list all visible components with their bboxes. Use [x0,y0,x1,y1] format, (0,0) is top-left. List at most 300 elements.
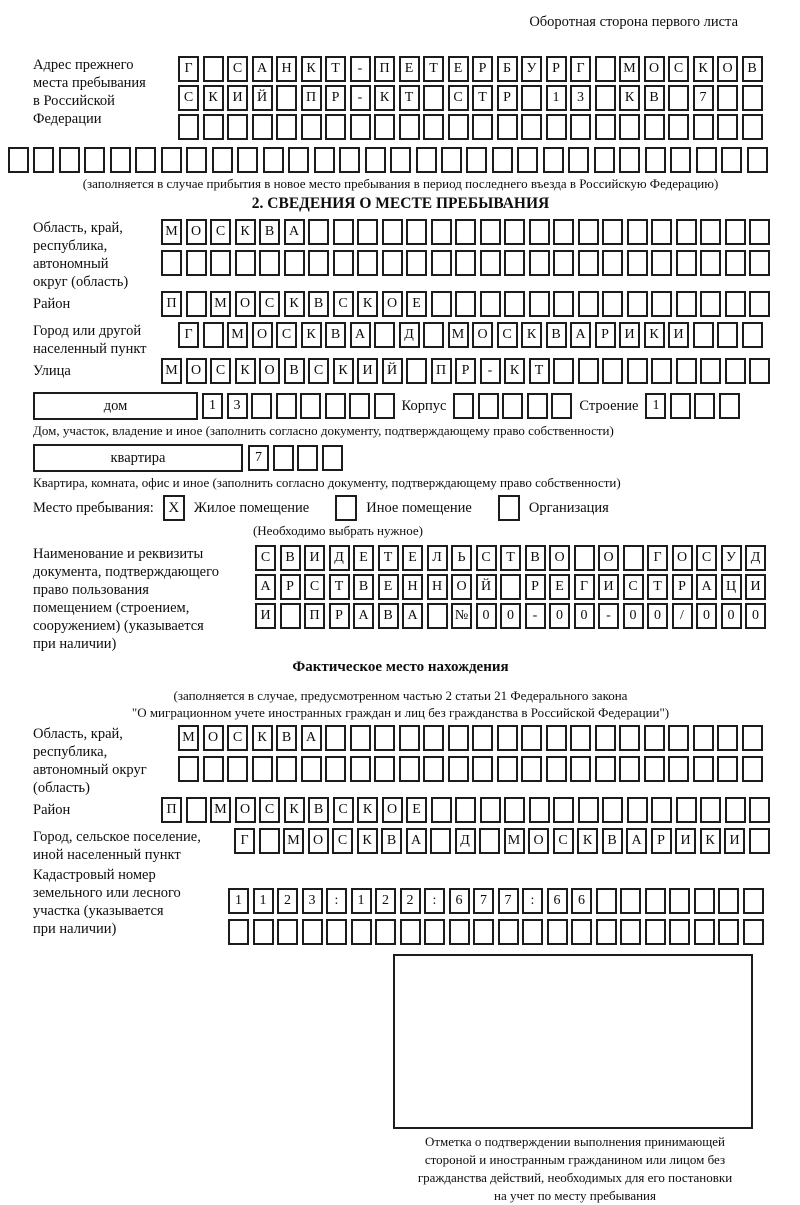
char-cell[interactable]: С [332,828,353,854]
char-cell[interactable]: Г [234,828,255,854]
char-cell[interactable] [33,147,54,173]
char-cell[interactable]: О [252,322,273,348]
char-cell[interactable] [350,725,371,751]
char-cell[interactable]: П [431,358,452,384]
char-cell[interactable]: 0 [647,603,668,629]
char-cell[interactable] [517,147,538,173]
char-cell[interactable]: И [745,574,766,600]
char-cell[interactable]: С [255,545,276,571]
char-cell[interactable]: В [280,545,301,571]
char-cell[interactable]: К [374,85,395,111]
char-cell[interactable]: О [672,545,693,571]
char-cell[interactable] [620,919,641,945]
checkbox-residential-premises[interactable]: X [163,495,185,521]
char-cell[interactable]: Е [406,291,427,317]
char-cell[interactable]: И [668,322,689,348]
char-cell[interactable] [669,919,690,945]
char-cell[interactable]: 0 [574,603,595,629]
char-cell[interactable] [455,219,476,245]
char-cell[interactable]: К [357,797,378,823]
char-cell[interactable]: С [696,545,717,571]
char-cell[interactable] [492,147,513,173]
char-cell[interactable]: 0 [721,603,742,629]
char-cell[interactable]: С [259,797,280,823]
char-cell[interactable] [595,756,616,782]
char-cell[interactable] [644,725,665,751]
char-cell[interactable] [288,147,309,173]
char-cell[interactable]: О [186,219,207,245]
char-cell[interactable] [596,888,617,914]
char-cell[interactable] [594,147,615,173]
char-cell[interactable]: Ц [721,574,742,600]
char-cell[interactable]: О [549,545,570,571]
char-cell[interactable]: С [668,56,689,82]
char-cell[interactable]: С [227,56,248,82]
char-cell[interactable] [700,797,721,823]
char-cell[interactable] [521,85,542,111]
char-cell[interactable]: М [227,322,248,348]
char-cell[interactable] [725,358,746,384]
char-cell[interactable]: Р [325,85,346,111]
char-cell[interactable]: К [577,828,598,854]
char-cell[interactable] [749,828,770,854]
char-cell[interactable]: А [402,603,423,629]
char-cell[interactable] [441,147,462,173]
char-cell[interactable] [382,219,403,245]
char-cell[interactable] [693,114,714,140]
char-cell[interactable]: М [619,56,640,82]
char-cell[interactable] [448,725,469,751]
char-cell[interactable] [178,756,199,782]
char-cell[interactable] [430,828,451,854]
char-cell[interactable] [619,756,640,782]
char-cell[interactable]: Е [378,574,399,600]
char-cell[interactable]: В [308,797,329,823]
char-cell[interactable]: О [203,725,224,751]
char-cell[interactable] [276,393,297,419]
char-cell[interactable] [203,756,224,782]
char-cell[interactable]: Т [472,85,493,111]
char-cell[interactable] [8,147,29,173]
char-cell[interactable] [568,147,589,173]
char-cell[interactable] [676,358,697,384]
char-cell[interactable] [357,219,378,245]
char-cell[interactable] [423,725,444,751]
char-cell[interactable] [301,756,322,782]
char-cell[interactable] [237,147,258,173]
char-cell[interactable] [668,725,689,751]
char-cell[interactable] [277,919,298,945]
char-cell[interactable] [620,888,641,914]
char-cell[interactable] [627,358,648,384]
char-cell[interactable] [325,756,346,782]
char-cell[interactable]: Д [329,545,350,571]
char-cell[interactable]: М [178,725,199,751]
char-cell[interactable] [448,756,469,782]
char-cell[interactable]: К [693,56,714,82]
char-cell[interactable] [203,322,224,348]
char-cell[interactable]: В [381,828,402,854]
char-cell[interactable] [700,250,721,276]
char-cell[interactable]: 0 [745,603,766,629]
char-cell[interactable]: 1 [546,85,567,111]
char-cell[interactable]: М [210,797,231,823]
char-cell[interactable]: О [259,358,280,384]
char-cell[interactable] [717,725,738,751]
char-cell[interactable] [578,358,599,384]
char-cell[interactable] [59,147,80,173]
char-cell[interactable] [280,603,301,629]
char-cell[interactable] [322,445,343,471]
char-cell[interactable] [529,250,550,276]
char-cell[interactable]: 6 [449,888,470,914]
char-cell[interactable]: Е [353,545,374,571]
char-cell[interactable] [399,756,420,782]
char-cell[interactable] [718,919,739,945]
char-cell[interactable]: 1 [253,888,274,914]
char-cell[interactable]: Б [497,56,518,82]
char-cell[interactable] [602,291,623,317]
char-cell[interactable] [466,147,487,173]
char-cell[interactable] [375,919,396,945]
char-cell[interactable]: Й [252,85,273,111]
char-cell[interactable] [669,888,690,914]
char-cell[interactable]: А [570,322,591,348]
char-cell[interactable] [546,725,567,751]
char-cell[interactable] [186,797,207,823]
char-cell[interactable] [743,888,764,914]
char-cell[interactable]: С [210,219,231,245]
char-cell[interactable] [694,919,715,945]
char-cell[interactable] [455,250,476,276]
char-cell[interactable] [602,358,623,384]
char-cell[interactable] [619,114,640,140]
char-cell[interactable] [651,797,672,823]
char-cell[interactable]: 6 [547,888,568,914]
char-cell[interactable] [570,756,591,782]
char-cell[interactable] [178,114,199,140]
char-cell[interactable]: 7 [473,888,494,914]
char-cell[interactable] [325,114,346,140]
char-cell[interactable] [749,250,770,276]
char-cell[interactable]: Р [455,358,476,384]
char-cell[interactable] [259,828,280,854]
checkbox-other-premises[interactable] [335,495,357,521]
char-cell[interactable] [742,322,763,348]
char-cell[interactable] [693,725,714,751]
char-cell[interactable]: К [235,358,256,384]
char-cell[interactable] [284,250,305,276]
char-cell[interactable]: В [308,291,329,317]
char-cell[interactable]: 0 [549,603,570,629]
char-cell[interactable] [717,85,738,111]
char-cell[interactable]: 0 [623,603,644,629]
char-cell[interactable] [504,219,525,245]
char-cell[interactable]: П [374,56,395,82]
char-cell[interactable] [473,919,494,945]
char-cell[interactable] [595,85,616,111]
char-cell[interactable]: 3 [570,85,591,111]
char-cell[interactable] [308,250,329,276]
char-cell[interactable]: В [644,85,665,111]
char-cell[interactable]: И [304,545,325,571]
char-cell[interactable] [645,147,666,173]
char-cell[interactable]: К [357,828,378,854]
char-cell[interactable]: А [284,219,305,245]
char-cell[interactable] [553,291,574,317]
char-cell[interactable] [110,147,131,173]
char-cell[interactable] [651,250,672,276]
char-cell[interactable]: 6 [571,888,592,914]
char-cell[interactable]: Р [546,56,567,82]
char-cell[interactable]: И [619,322,640,348]
char-cell[interactable]: К [235,219,256,245]
char-cell[interactable] [627,797,648,823]
char-cell[interactable]: П [161,291,182,317]
char-cell[interactable]: Т [399,85,420,111]
char-cell[interactable]: И [255,603,276,629]
char-cell[interactable]: - [598,603,619,629]
char-cell[interactable]: У [521,56,542,82]
char-cell[interactable]: Е [406,797,427,823]
char-cell[interactable] [602,219,623,245]
char-cell[interactable]: М [448,322,469,348]
char-cell[interactable]: 0 [696,603,717,629]
char-cell[interactable]: М [161,219,182,245]
checkbox-organization[interactable] [498,495,520,521]
char-cell[interactable] [427,603,448,629]
char-cell[interactable]: 1 [645,393,666,419]
char-cell[interactable]: К [284,291,305,317]
char-cell[interactable]: Е [448,56,469,82]
char-cell[interactable] [186,250,207,276]
char-cell[interactable] [259,250,280,276]
char-cell[interactable]: А [406,828,427,854]
char-cell[interactable]: Д [745,545,766,571]
char-cell[interactable] [676,797,697,823]
char-cell[interactable] [186,147,207,173]
char-cell[interactable] [700,291,721,317]
char-cell[interactable]: А [353,603,374,629]
char-cell[interactable] [742,756,763,782]
char-cell[interactable] [325,393,346,419]
char-cell[interactable] [406,250,427,276]
char-cell[interactable]: Т [423,56,444,82]
char-cell[interactable] [546,756,567,782]
char-cell[interactable]: О [644,56,665,82]
char-cell[interactable] [595,725,616,751]
char-cell[interactable]: Л [427,545,448,571]
char-cell[interactable] [374,322,395,348]
char-cell[interactable] [399,725,420,751]
char-cell[interactable]: 2 [277,888,298,914]
char-cell[interactable]: 2 [375,888,396,914]
char-cell[interactable]: У [721,545,742,571]
char-cell[interactable] [480,291,501,317]
char-cell[interactable] [161,147,182,173]
char-cell[interactable]: В [602,828,623,854]
char-cell[interactable]: И [357,358,378,384]
char-cell[interactable]: А [255,574,276,600]
char-cell[interactable] [623,545,644,571]
char-cell[interactable] [651,358,672,384]
char-cell[interactable] [212,147,233,173]
char-cell[interactable]: Д [399,322,420,348]
char-cell[interactable]: - [350,56,371,82]
char-cell[interactable] [529,797,550,823]
char-cell[interactable] [374,393,395,419]
char-cell[interactable] [725,219,746,245]
char-cell[interactable]: И [598,574,619,600]
char-cell[interactable] [578,250,599,276]
char-cell[interactable]: И [724,828,745,854]
char-cell[interactable] [700,358,721,384]
char-cell[interactable]: К [644,322,665,348]
char-cell[interactable] [203,56,224,82]
char-cell[interactable] [595,114,616,140]
char-cell[interactable] [749,291,770,317]
char-cell[interactable]: М [504,828,525,854]
char-cell[interactable] [453,393,474,419]
char-cell[interactable] [546,114,567,140]
char-cell[interactable]: И [675,828,696,854]
char-cell[interactable] [357,250,378,276]
char-cell[interactable]: П [161,797,182,823]
char-cell[interactable]: Р [497,85,518,111]
char-cell[interactable] [644,114,665,140]
char-cell[interactable] [497,756,518,782]
char-cell[interactable]: Р [651,828,672,854]
char-cell[interactable]: А [252,56,273,82]
char-cell[interactable]: С [497,322,518,348]
char-cell[interactable]: Е [402,545,423,571]
char-cell[interactable]: С [178,85,199,111]
char-cell[interactable] [668,756,689,782]
char-cell[interactable] [400,919,421,945]
house-type-box[interactable]: дом [33,392,198,420]
char-cell[interactable]: 1 [351,888,372,914]
char-cell[interactable] [308,219,329,245]
char-cell[interactable]: В [742,56,763,82]
char-cell[interactable] [273,445,294,471]
char-cell[interactable] [431,797,452,823]
char-cell[interactable]: В [259,219,280,245]
char-cell[interactable] [578,797,599,823]
char-cell[interactable] [186,291,207,317]
char-cell[interactable] [670,147,691,173]
char-cell[interactable] [228,919,249,945]
char-cell[interactable]: Р [472,56,493,82]
char-cell[interactable] [424,919,445,945]
char-cell[interactable]: № [451,603,472,629]
char-cell[interactable]: Р [672,574,693,600]
char-cell[interactable]: К [252,725,273,751]
char-cell[interactable] [668,114,689,140]
char-cell[interactable] [161,250,182,276]
char-cell[interactable] [382,250,403,276]
char-cell[interactable]: 0 [476,603,497,629]
char-cell[interactable] [302,919,323,945]
char-cell[interactable]: К [521,322,542,348]
char-cell[interactable] [276,756,297,782]
char-cell[interactable]: / [672,603,693,629]
char-cell[interactable] [717,322,738,348]
char-cell[interactable]: П [301,85,322,111]
char-cell[interactable] [350,114,371,140]
char-cell[interactable] [749,219,770,245]
char-cell[interactable] [742,85,763,111]
char-cell[interactable] [717,756,738,782]
char-cell[interactable]: К [333,358,354,384]
char-cell[interactable] [651,291,672,317]
char-cell[interactable] [529,219,550,245]
char-cell[interactable]: О [528,828,549,854]
char-cell[interactable] [619,725,640,751]
char-cell[interactable]: К [284,797,305,823]
char-cell[interactable]: С [333,797,354,823]
char-cell[interactable]: К [504,358,525,384]
char-cell[interactable] [670,393,691,419]
char-cell[interactable]: С [210,358,231,384]
char-cell[interactable] [227,756,248,782]
char-cell[interactable]: О [382,797,403,823]
char-cell[interactable] [333,250,354,276]
char-cell[interactable]: О [235,291,256,317]
char-cell[interactable]: К [301,322,322,348]
char-cell[interactable]: Г [570,56,591,82]
char-cell[interactable]: Е [399,56,420,82]
char-cell[interactable] [416,147,437,173]
char-cell[interactable] [676,291,697,317]
char-cell[interactable]: А [350,322,371,348]
char-cell[interactable]: - [480,358,501,384]
char-cell[interactable]: Т [529,358,550,384]
char-cell[interactable]: Г [178,56,199,82]
char-cell[interactable]: М [210,291,231,317]
char-cell[interactable] [521,725,542,751]
char-cell[interactable] [351,919,372,945]
char-cell[interactable]: Н [276,56,297,82]
char-cell[interactable]: О [451,574,472,600]
char-cell[interactable] [553,358,574,384]
char-cell[interactable] [574,545,595,571]
char-cell[interactable] [253,919,274,945]
char-cell[interactable] [527,393,548,419]
char-cell[interactable] [651,219,672,245]
char-cell[interactable]: Н [402,574,423,600]
char-cell[interactable] [743,919,764,945]
char-cell[interactable] [521,114,542,140]
char-cell[interactable]: О [382,291,403,317]
char-cell[interactable] [350,756,371,782]
char-cell[interactable] [644,756,665,782]
char-cell[interactable]: 1 [228,888,249,914]
char-cell[interactable]: В [378,603,399,629]
char-cell[interactable] [693,756,714,782]
char-cell[interactable] [725,291,746,317]
char-cell[interactable] [227,114,248,140]
apartment-type-box[interactable]: квартира [33,444,243,472]
char-cell[interactable] [570,114,591,140]
char-cell[interactable] [676,219,697,245]
char-cell[interactable] [742,725,763,751]
char-cell[interactable] [602,797,623,823]
char-cell[interactable] [252,756,273,782]
char-cell[interactable] [84,147,105,173]
char-cell[interactable] [455,291,476,317]
char-cell[interactable] [333,219,354,245]
char-cell[interactable]: 7 [498,888,519,914]
